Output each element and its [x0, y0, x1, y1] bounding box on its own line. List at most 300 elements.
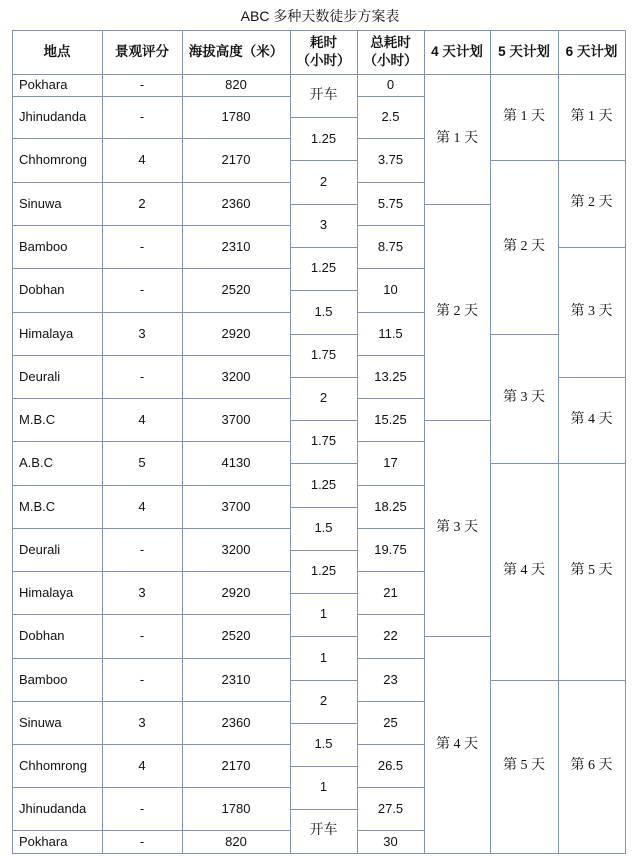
stop-score-text: - — [139, 671, 145, 687]
row-divider — [12, 441, 290, 442]
stop-total-time — [357, 830, 424, 853]
segment-time-text: 2 — [319, 173, 328, 189]
stop-place-text: Bamboo — [19, 238, 68, 254]
segment-time-text: 开车 — [309, 87, 338, 103]
header-time — [290, 30, 357, 74]
column-divider — [12, 30, 13, 854]
row-divider — [357, 96, 424, 97]
segment-time-text: 1.75 — [310, 433, 337, 449]
stop-score-text: 4 — [138, 498, 146, 514]
plan6-divider — [558, 377, 625, 378]
plan5-day — [490, 680, 558, 854]
plan6-divider — [558, 680, 625, 681]
column-divider — [490, 30, 491, 854]
column-divider — [182, 30, 183, 854]
stop-total-time-text: 10 — [383, 282, 398, 297]
plan6-divider — [558, 160, 625, 161]
row-divider — [12, 138, 290, 139]
header-total — [357, 30, 424, 74]
segment-time — [290, 74, 357, 117]
page-title: ABC 多种天数徒步方案表 — [240, 8, 400, 24]
stop-total-time — [357, 74, 424, 96]
column-divider — [424, 30, 425, 854]
row-divider — [12, 744, 290, 745]
segment-time — [290, 636, 357, 680]
stop-score-text: - — [139, 109, 145, 124]
stop-total-time — [357, 138, 424, 182]
stop-place — [12, 787, 102, 830]
stop-altitude — [182, 528, 290, 571]
segment-divider — [290, 550, 357, 551]
stop-total-time — [357, 182, 424, 225]
plan4-day-text: 第 1 天 — [436, 130, 478, 146]
stop-score — [102, 398, 182, 441]
stop-total-time — [357, 485, 424, 528]
plan5-divider — [490, 334, 558, 335]
stop-total-time-text: 23 — [383, 671, 398, 687]
header-plan5-text: 5 天计划 — [498, 44, 550, 59]
stop-place — [12, 96, 102, 138]
stop-place — [12, 312, 102, 355]
segment-divider — [290, 463, 357, 464]
segment-time-text: 2 — [319, 693, 328, 708]
stop-altitude — [182, 744, 290, 787]
stop-total-time — [357, 441, 424, 485]
row-divider — [357, 744, 424, 745]
header-plan4 — [424, 30, 490, 74]
stop-score-text: - — [139, 800, 145, 816]
plan5-divider — [490, 463, 558, 464]
stop-total-time — [357, 787, 424, 830]
segment-time-text: 2 — [319, 390, 328, 405]
segment-time — [290, 420, 357, 464]
stop-place — [12, 485, 102, 528]
row-divider — [357, 830, 424, 831]
plan4-day-text: 第 2 天 — [436, 303, 478, 319]
stop-place — [12, 398, 102, 441]
segment-divider — [290, 290, 357, 291]
plan6-day-text: 第 1 天 — [570, 109, 613, 124]
segment-time — [290, 723, 357, 766]
plan5-day-text: 第 3 天 — [503, 390, 545, 406]
segment-time-text: 3 — [319, 217, 328, 232]
stop-place — [12, 614, 102, 658]
segment-divider — [290, 117, 357, 118]
stop-total-time-text: 8.75 — [377, 238, 404, 254]
segment-time-text: 1.25 — [310, 260, 337, 276]
row-divider — [12, 485, 290, 486]
segment-divider — [290, 247, 357, 248]
stop-total-time — [357, 658, 424, 701]
stop-altitude-text: 2520 — [221, 282, 251, 297]
header-score-text: 景观评分 — [115, 44, 169, 59]
row-divider — [12, 528, 290, 529]
header-place — [12, 30, 102, 74]
header-plan5 — [490, 30, 558, 74]
plan6-day — [558, 74, 625, 160]
stop-altitude-text: 820 — [225, 77, 247, 92]
stop-place-text: Sinuwa — [19, 195, 62, 211]
stop-place — [12, 701, 102, 744]
plan6-day — [558, 463, 625, 680]
segment-divider — [290, 723, 357, 724]
stop-score-text: - — [139, 77, 145, 92]
stop-altitude-text: 2170 — [221, 757, 251, 773]
stop-score-text: - — [139, 833, 145, 849]
stop-score-text: - — [139, 238, 145, 254]
column-divider — [357, 30, 358, 854]
segment-time — [290, 463, 357, 507]
stop-score-text: 4 — [138, 757, 146, 773]
stop-altitude-text: 2520 — [221, 628, 251, 643]
stop-total-time-text: 0 — [386, 77, 395, 92]
stop-place-text: Jhinudanda — [19, 109, 87, 124]
plan6-divider — [558, 463, 625, 464]
stop-place-text: Pokhara — [19, 77, 68, 92]
header-plan6-text: 6 天计划 — [565, 44, 618, 59]
stop-score — [102, 614, 182, 658]
segment-time — [290, 334, 357, 377]
stop-place-text: Chhomrong — [19, 152, 87, 167]
header-altitude — [182, 30, 290, 74]
stop-total-time — [357, 355, 424, 398]
stop-score — [102, 701, 182, 744]
stop-altitude — [182, 787, 290, 830]
stop-altitude — [182, 614, 290, 658]
plan6-day — [558, 377, 625, 464]
stop-score-text: 5 — [138, 455, 146, 470]
stop-place-text: Pokhara — [19, 833, 68, 849]
stop-place — [12, 138, 102, 182]
stop-altitude — [182, 268, 290, 312]
stop-total-time-text: 26.5 — [377, 757, 404, 773]
segment-divider — [290, 420, 357, 421]
segment-time — [290, 204, 357, 247]
stop-altitude — [182, 225, 290, 268]
segment-time-text: 1 — [319, 606, 328, 622]
plan6-day — [558, 680, 625, 854]
stop-altitude — [182, 830, 290, 853]
stop-score — [102, 528, 182, 571]
stop-altitude — [182, 441, 290, 485]
plan6-day-text: 第 2 天 — [570, 195, 613, 211]
plan4-day-text: 第 4 天 — [436, 736, 478, 752]
stop-place — [12, 74, 102, 96]
stop-total-time-text: 19.75 — [374, 541, 407, 557]
stop-altitude — [182, 658, 290, 701]
header-plan4-text: 4 天计划 — [431, 44, 483, 59]
segment-divider — [290, 766, 357, 767]
stop-place-text: Dobhan — [19, 628, 65, 643]
row-divider — [357, 787, 424, 788]
row-divider — [12, 614, 290, 615]
row-divider — [357, 528, 424, 529]
stop-score — [102, 312, 182, 355]
stop-total-time — [357, 701, 424, 744]
plan6-divider — [558, 247, 625, 248]
stop-altitude — [182, 96, 290, 138]
segment-divider — [290, 680, 357, 681]
plan6-day-text: 第 4 天 — [570, 411, 613, 427]
stop-total-time-text: 18.25 — [374, 498, 407, 514]
segment-time-text: 1 — [319, 649, 328, 665]
stop-total-time — [357, 268, 424, 312]
stop-place — [12, 441, 102, 485]
stop-place-text: Dobhan — [19, 282, 65, 297]
stop-place — [12, 528, 102, 571]
header-plan6 — [558, 30, 625, 74]
stop-total-time-text: 2.5 — [381, 109, 400, 124]
segment-divider — [290, 377, 357, 378]
row-divider — [12, 268, 290, 269]
segment-time-text: 1 — [319, 779, 328, 794]
stop-altitude — [182, 485, 290, 528]
segment-time — [290, 117, 357, 160]
stop-total-time-text: 27.5 — [377, 800, 404, 816]
segment-time — [290, 593, 357, 637]
stop-altitude-text: 1780 — [221, 109, 251, 124]
stop-place-text: M.B.C — [19, 498, 56, 514]
row-divider — [357, 658, 424, 659]
segment-divider — [290, 507, 357, 508]
row-divider — [12, 182, 290, 183]
plan6-day-text: 第 5 天 — [570, 563, 613, 579]
stop-score — [102, 138, 182, 182]
segment-time — [290, 680, 357, 723]
stop-score — [102, 787, 182, 830]
header-divider — [12, 74, 626, 75]
segment-time-text: 1.25 — [310, 130, 337, 146]
plan4-day — [424, 636, 490, 853]
stop-total-time — [357, 398, 424, 441]
plan5-day — [490, 463, 558, 680]
stop-total-time-text: 25 — [383, 714, 398, 730]
stop-total-time-text: 15.25 — [374, 411, 407, 427]
segment-divider — [290, 593, 357, 594]
stop-score — [102, 441, 182, 485]
row-divider — [12, 312, 290, 313]
row-divider — [12, 787, 290, 788]
stop-altitude — [182, 312, 290, 355]
plan5-day-text: 第 2 天 — [503, 238, 545, 254]
stop-place-text: Chhomrong — [19, 757, 87, 773]
plan6-day-text: 第 6 天 — [570, 758, 613, 774]
stop-altitude — [182, 182, 290, 225]
stop-total-time — [357, 96, 424, 138]
stop-score-text: 2 — [138, 195, 146, 211]
stop-score — [102, 182, 182, 225]
stop-altitude-text: 3200 — [221, 541, 251, 557]
segment-time — [290, 247, 357, 291]
row-divider — [12, 96, 290, 97]
stop-altitude — [182, 701, 290, 744]
segment-divider — [290, 334, 357, 335]
plan6-day-text: 第 3 天 — [570, 303, 613, 319]
stop-total-time — [357, 225, 424, 268]
stop-place — [12, 830, 102, 853]
stop-score — [102, 74, 182, 96]
plan4-divider — [424, 420, 490, 421]
stop-altitude — [182, 74, 290, 96]
plan4-day — [424, 74, 490, 204]
row-divider — [12, 355, 290, 356]
plan6-day — [558, 247, 625, 377]
plan5-day — [490, 334, 558, 464]
stop-total-time — [357, 571, 424, 614]
stop-place-text: Deurali — [19, 368, 61, 384]
stop-altitude — [182, 138, 290, 182]
row-divider — [357, 571, 424, 572]
stop-total-time — [357, 312, 424, 355]
stop-score — [102, 268, 182, 312]
segment-time — [290, 809, 357, 854]
stop-score — [102, 744, 182, 787]
plan5-day-text: 第 1 天 — [503, 109, 545, 124]
segment-time — [290, 160, 357, 204]
stop-altitude-text: 3700 — [221, 411, 251, 427]
stop-place-text: Jhinudanda — [19, 800, 87, 816]
stop-altitude-text: 2310 — [221, 671, 251, 687]
stop-altitude-text: 2920 — [221, 325, 251, 341]
row-divider — [357, 614, 424, 615]
stop-altitude-text: 2170 — [221, 152, 251, 167]
stop-score-text: - — [139, 282, 145, 297]
stop-place — [12, 182, 102, 225]
segment-divider — [290, 204, 357, 205]
stop-total-time-text: 17 — [383, 455, 398, 470]
segment-time — [290, 766, 357, 809]
segment-time-text: 1.5 — [314, 303, 333, 319]
row-divider — [357, 312, 424, 313]
stop-place-text: M.B.C — [19, 411, 56, 427]
row-divider — [357, 182, 424, 183]
row-divider — [12, 398, 290, 399]
stop-altitude-text: 3200 — [221, 368, 251, 384]
plan5-day — [490, 74, 558, 160]
stop-altitude-text: 3700 — [221, 498, 251, 514]
plan4-divider — [424, 636, 490, 637]
stop-total-time-text: 22 — [383, 628, 398, 643]
row-divider — [357, 485, 424, 486]
column-divider — [625, 30, 626, 854]
stop-altitude-text: 2360 — [221, 195, 251, 211]
plan4-day — [424, 204, 490, 420]
stop-place-text: Himalaya — [19, 325, 74, 341]
row-divider — [357, 268, 424, 269]
plan5-day — [490, 160, 558, 334]
row-divider — [357, 441, 424, 442]
column-divider — [102, 30, 103, 854]
segment-time — [290, 550, 357, 593]
row-divider — [357, 701, 424, 702]
stop-place — [12, 658, 102, 701]
plan5-day-text: 第 4 天 — [503, 563, 545, 579]
stop-place-text: Sinuwa — [19, 714, 62, 730]
stop-place-text: Bamboo — [19, 671, 68, 687]
column-divider — [290, 30, 291, 854]
segment-time-text: 1.5 — [314, 520, 333, 535]
row-divider — [12, 225, 290, 226]
stop-altitude-text: 1780 — [221, 800, 251, 816]
plan5-divider — [490, 680, 558, 681]
stop-score — [102, 355, 182, 398]
header-score — [102, 30, 182, 74]
header-time-line: 耗时 — [310, 35, 337, 50]
header-time-line: （小时） — [296, 53, 351, 68]
stop-altitude-text: 2920 — [221, 584, 251, 600]
stop-score-text: 4 — [138, 152, 146, 167]
stop-total-time-text: 30 — [383, 833, 398, 849]
stop-score — [102, 225, 182, 268]
stop-score-text: 3 — [138, 714, 146, 730]
stop-score-text: 3 — [138, 325, 146, 341]
stop-score — [102, 658, 182, 701]
stop-place — [12, 571, 102, 614]
stop-altitude-text: 820 — [225, 833, 247, 849]
segment-time — [290, 377, 357, 420]
stop-altitude-text: 4130 — [221, 455, 251, 470]
segment-time — [290, 507, 357, 550]
row-divider — [12, 701, 290, 702]
column-divider — [558, 30, 559, 854]
plan4-day-text: 第 3 天 — [436, 519, 478, 535]
stop-place — [12, 355, 102, 398]
header-altitude-text: 海拔高度（米） — [188, 44, 284, 59]
stop-altitude — [182, 398, 290, 441]
table-top-border — [12, 30, 626, 31]
row-divider — [12, 658, 290, 659]
stop-score — [102, 830, 182, 853]
stop-score-text: 3 — [138, 584, 146, 600]
stop-altitude-text: 2310 — [221, 238, 251, 254]
row-divider — [357, 225, 424, 226]
row-divider — [12, 571, 290, 572]
header-total-line: 总耗时 — [370, 35, 411, 50]
segment-time-text: 1.5 — [314, 736, 333, 751]
stop-place — [12, 225, 102, 268]
stop-total-time-text: 5.75 — [377, 195, 404, 211]
plan5-day-text: 第 5 天 — [503, 758, 545, 774]
segment-time-text: 1.75 — [310, 347, 337, 362]
stop-altitude-text: 2360 — [221, 714, 251, 730]
stop-total-time-text: 11.5 — [378, 325, 403, 341]
plan5-divider — [490, 160, 558, 161]
stop-total-time-text: 3.75 — [377, 152, 404, 167]
stop-score-text: - — [139, 368, 145, 384]
stop-place-text: Deurali — [19, 541, 61, 557]
stop-altitude — [182, 571, 290, 614]
header-total-line: （小时） — [363, 53, 418, 68]
header-place-text: 地点 — [43, 44, 71, 59]
segment-time-text: 1.25 — [310, 476, 337, 492]
segment-divider — [290, 636, 357, 637]
row-divider — [12, 830, 290, 831]
stop-score — [102, 485, 182, 528]
plan4-day — [424, 420, 490, 637]
table-bottom-border — [12, 853, 626, 854]
stop-place-text: A.B.C — [19, 455, 53, 470]
row-divider — [357, 398, 424, 399]
stop-total-time — [357, 614, 424, 658]
row-divider — [357, 355, 424, 356]
stop-total-time — [357, 744, 424, 787]
segment-divider — [290, 160, 357, 161]
stop-score — [102, 96, 182, 138]
plan6-day — [558, 160, 625, 247]
stop-total-time-text: 21 — [383, 584, 398, 600]
stop-score-text: - — [139, 541, 145, 557]
stop-score — [102, 571, 182, 614]
